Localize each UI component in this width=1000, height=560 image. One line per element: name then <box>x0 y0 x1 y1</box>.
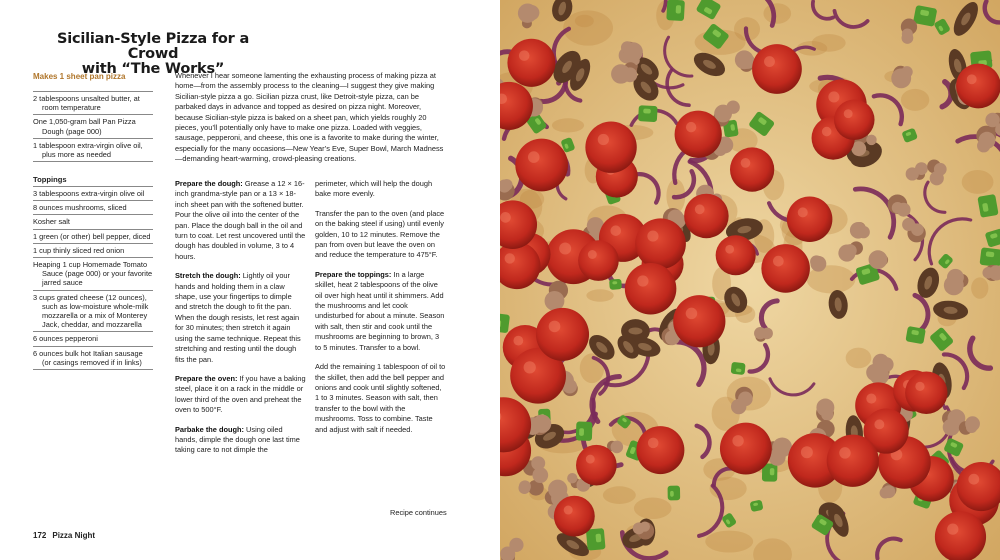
step-prepare-oven <box>175 374 306 416</box>
sausage-crumble <box>911 223 924 236</box>
step-add-vegetables: Add the remaining 1 tablespoon of oil to the skillet, then add the bell pepper and onions and cook until slightly softened, 1 to 3 minutes. Season with salt, then transfer to the bowl with the mushrooms. Toss to combine. Taste and adjust with salt if needed. <box>315 362 446 434</box>
green-pepper <box>666 0 685 21</box>
sausage-crumble <box>518 4 537 23</box>
pepperoni-slice <box>761 244 810 293</box>
intro-paragraph: Whenever I hear someone lamenting the exhausting process of making pizza at home—from the assembly process to the cleaning—I suggest they give making Sicilian-style pizza a go. Sicilian pizza crust, like Detroit-style pizza, can be parbaked days in advance and topped as desired on pizza night. Moreover, because Sicilian-style pizza is baked on a sheet pan, which yields roughly 20 pieces, you’ll potentially only have to make one pizza. Loaded with veggies, sausage, pepperoni, and cheese, this one is a favorite to make during the winter, especially for the many occasions—New Year’s Eve, Super Bowl, March Madness—demanding heart-warming, crowd-pleasing creations. <box>175 71 444 164</box>
pepperoni-slice <box>625 263 677 315</box>
step-prepare-dough <box>175 179 306 262</box>
pepperoni-shine <box>866 393 876 403</box>
book-title: Pizza Night <box>52 531 96 540</box>
pizza-photo <box>500 0 1000 560</box>
pepperoni-shine <box>773 256 784 267</box>
pepperoni-shine <box>513 336 523 346</box>
ingredient-item: Kosher salt <box>33 215 153 229</box>
cheese-spot <box>575 15 594 28</box>
pizza-illustration <box>500 0 1000 560</box>
pepperoni-shine <box>915 382 924 391</box>
pepperoni-shine <box>505 253 515 263</box>
pepperoni-shine <box>564 506 573 515</box>
step-heading: Prepare the dough: <box>175 179 243 188</box>
sausage-crumble <box>810 255 823 268</box>
sausage-crumble <box>897 203 911 217</box>
pepperoni-slice <box>834 99 875 140</box>
sausage-crumble <box>611 64 630 83</box>
pepperoni-shine <box>801 446 813 458</box>
green-pepper-shine <box>770 468 775 475</box>
cheese-spot <box>705 531 753 553</box>
ingredient-item: 1 cup thinly sliced red onion <box>33 244 153 258</box>
cheese-spot <box>962 170 994 194</box>
pepperoni-slice <box>635 218 686 269</box>
pepperoni-slice <box>752 44 802 94</box>
step-stretch-dough <box>175 271 306 365</box>
pepperoni-slice <box>554 496 595 537</box>
sausage-crumble <box>883 485 896 498</box>
pepperoni-shine <box>764 56 775 67</box>
pepperoni-slice <box>720 423 772 475</box>
step-prepare-toppings <box>315 270 446 353</box>
sausage-crumble <box>754 327 766 339</box>
sausage-crumble <box>915 162 928 175</box>
pepperoni-slice <box>578 240 619 281</box>
pepperoni-shine <box>839 447 850 458</box>
ingredient-item: 1 tablespoon extra-virgin olive oil, plus more as needed <box>33 139 153 162</box>
pepperoni-shine <box>725 245 734 254</box>
toppings-heading: Toppings <box>33 175 67 184</box>
pepperoni-shine <box>519 50 530 61</box>
cheese-spot <box>901 89 929 111</box>
step-text: Lightly oil your hands and holding them in a claw shape, use your fingertips to dimple and stretch the dough to fit the pan. When the dough resists, let rest again for 30 minutes; then stretch it again using the same technique. Repeat this stretching and resting until the dough fits the pan. <box>175 271 301 364</box>
pepperoni-shine <box>528 151 540 163</box>
sausage-crumble <box>965 416 980 431</box>
step-text: If you have a baking steel, place it on a rack in the middle or lower third of the oven and preheat the oven to 500°F. <box>175 373 306 415</box>
sausage-crumble <box>901 66 913 78</box>
ingredient-item: 1 green (or other) bell pepper, diced <box>33 230 153 244</box>
pepperoni-slice <box>507 39 555 87</box>
green-pepper <box>576 421 593 441</box>
pepperoni-slice <box>636 426 684 474</box>
step-parbake <box>175 425 306 456</box>
sausage-crumble <box>623 42 642 61</box>
page-footer <box>33 531 95 540</box>
toppings-ingredient-list <box>33 186 153 370</box>
pepperoni-slice <box>585 122 636 173</box>
pepperoni-slice <box>905 372 947 414</box>
pepperoni-slice <box>576 445 617 486</box>
recipe-yield: Makes 1 sheet pan pizza <box>33 72 126 81</box>
cheese-spot <box>552 118 584 132</box>
pepperoni-slice <box>515 139 568 192</box>
ingredient-item: 8 ounces mushrooms, sliced <box>33 201 153 215</box>
cheese-spot <box>763 3 791 24</box>
step-heading: Prepare the toppings: <box>315 269 392 279</box>
sausage-crumble <box>738 392 753 407</box>
pepperoni-shine <box>524 361 536 373</box>
pepperoni-shine <box>968 474 979 485</box>
dough-ingredient-list <box>33 91 153 162</box>
step-text: Grease a 12 × 16-inch grandma-style pan or a 13 × 18-inch sheet pan with the softened butter. Pour the olive oil into the center of the pan. Place the dough ball in the oil and turn to coat. Let rest uncovered until the dough has doubled in volume, 3 to 4 hours. <box>175 179 306 261</box>
toppings-ingredients <box>33 186 153 370</box>
pepperoni-shine <box>610 225 621 236</box>
ingredient-item: 6 ounces pepperoni <box>33 332 153 346</box>
ingredient-item: 3 cups grated cheese (12 ounces), such as low-moisture whole-milk mozzarella or a mix of Monterey Jack, cheddar, and mozzarella <box>33 291 153 333</box>
sausage-crumble <box>871 254 883 266</box>
pepperoni-shine <box>598 134 609 145</box>
cheese-spot <box>971 277 988 298</box>
sausage-crumble <box>873 354 889 370</box>
pepperoni-slice <box>675 111 722 158</box>
sausage-crumble <box>518 482 530 494</box>
ingredient-item: Heaping 1 cup Homemade Tomato Sauce (page 000) or your favorite jarred sauce <box>33 258 153 291</box>
pepperoni-shine <box>844 109 853 118</box>
dough-ingredients <box>33 91 153 162</box>
pepperoni-shine <box>586 455 595 464</box>
step-heading: Prepare the oven: <box>175 373 238 383</box>
green-pepper <box>586 528 606 551</box>
pepperoni-slice <box>956 64 1000 109</box>
sausage-crumble <box>930 171 944 185</box>
pepperoni-slice <box>827 435 879 487</box>
pepperoni-slice <box>730 147 774 191</box>
green-pepper-shine <box>676 5 682 14</box>
pepperoni-shine <box>828 91 839 102</box>
green-pepper-shine <box>579 428 584 436</box>
method-column-1 <box>175 179 306 465</box>
pepperoni-shine <box>549 321 561 333</box>
sausage-crumble <box>714 105 732 123</box>
ingredient-item: One 1,050-gram ball Pan Pizza Dough (page 000) <box>33 115 153 138</box>
pepperoni-shine <box>686 122 696 132</box>
pepperoni-shine <box>967 74 977 84</box>
sausage-crumble <box>821 409 833 421</box>
step-heading: Parbake the dough: <box>175 424 244 434</box>
green-pepper <box>979 247 1000 267</box>
pepperoni-shine <box>741 158 751 168</box>
pepperoni-shine <box>648 438 659 449</box>
green-pepper-shine <box>670 491 674 497</box>
sausage-crumble <box>735 50 754 69</box>
pepperoni-shine <box>695 204 705 214</box>
sausage-crumble <box>611 441 624 454</box>
ingredient-item: 3 tablespoons extra-virgin olive oil <box>33 186 153 201</box>
title-line-1: Sicilian-Style Pizza for a Crowd <box>56 31 250 62</box>
step-heading: Stretch the dough: <box>175 271 241 281</box>
cheese-spot <box>603 486 636 504</box>
sausage-crumble <box>978 132 995 149</box>
pepperoni-shine <box>637 275 648 286</box>
pepperoni-slice <box>716 235 756 275</box>
cheese-spot <box>586 289 613 302</box>
method-column-2 <box>315 179 446 444</box>
ingredient-item: 2 tablespoons unsalted butter, at room temperature <box>33 91 153 115</box>
sausage-crumble <box>547 296 558 307</box>
sausage-crumble <box>567 473 577 483</box>
pepperoni-shine <box>798 207 808 217</box>
green-pepper <box>609 279 622 290</box>
sausage-crumble <box>838 245 855 262</box>
step-text: Using oiled hands, dimple the dough one last time taking care to not dimple the <box>175 424 300 455</box>
green-pepper <box>731 362 746 375</box>
step-parbake-continued: perimeter, which will help the dough bake more evenly. <box>315 179 433 199</box>
sausage-crumble <box>857 226 869 238</box>
pepperoni-shine <box>947 524 958 535</box>
pepperoni-shine <box>647 231 658 242</box>
pepperoni-shine <box>559 242 571 254</box>
green-pepper-shine <box>643 109 651 114</box>
green-pepper <box>977 194 998 218</box>
sausage-crumble <box>902 29 913 40</box>
pepperoni-slice <box>673 295 725 347</box>
pepperoni-shine <box>732 435 743 446</box>
step-transfer: Transfer the pan to the oven (and place on the baking steel if using) until evenly golden, 10 to 12 minutes. Remove the pan from oven but leave the oven on and reduce the temperature to 475°F. <box>315 208 445 260</box>
green-pepper <box>905 326 925 344</box>
sausage-crumble <box>944 275 964 295</box>
title-line-2: with “The Works” <box>81 61 225 77</box>
page-number: 172 <box>33 531 47 540</box>
pepperoni-shine <box>822 127 832 137</box>
green-pepper <box>668 486 681 501</box>
pepperoni-slice <box>684 194 729 239</box>
pepperoni-shine <box>874 419 884 429</box>
ingredient-item: 6 ounces bulk hot Italian sausage (or casings removed if in links) <box>33 347 153 370</box>
cheese-spot <box>846 348 872 369</box>
sausage-crumble <box>866 135 876 145</box>
pepperoni-shine <box>686 308 697 319</box>
recipe-continues: Recipe continues <box>390 508 447 517</box>
pepperoni-slice <box>536 308 589 361</box>
cheese-spot <box>634 498 672 519</box>
sausage-crumble <box>531 456 545 470</box>
pepperoni-shine <box>588 250 597 259</box>
green-pepper <box>638 105 658 122</box>
sausage-crumble <box>633 522 645 534</box>
pepperoni-shine <box>500 212 511 223</box>
pepperoni-slice <box>787 196 833 242</box>
step-text: In a large skillet, heat 2 tablespoons of the olive oil over high heat until it shimmers. Add the mushrooms and let cook undisturbed for about a minute. Season with salt, then stir and cook until the mushrooms are beginning to brown, 3 to 5 minutes. Transfer to a bowl. <box>315 269 445 352</box>
green-pepper-shine <box>595 534 601 543</box>
